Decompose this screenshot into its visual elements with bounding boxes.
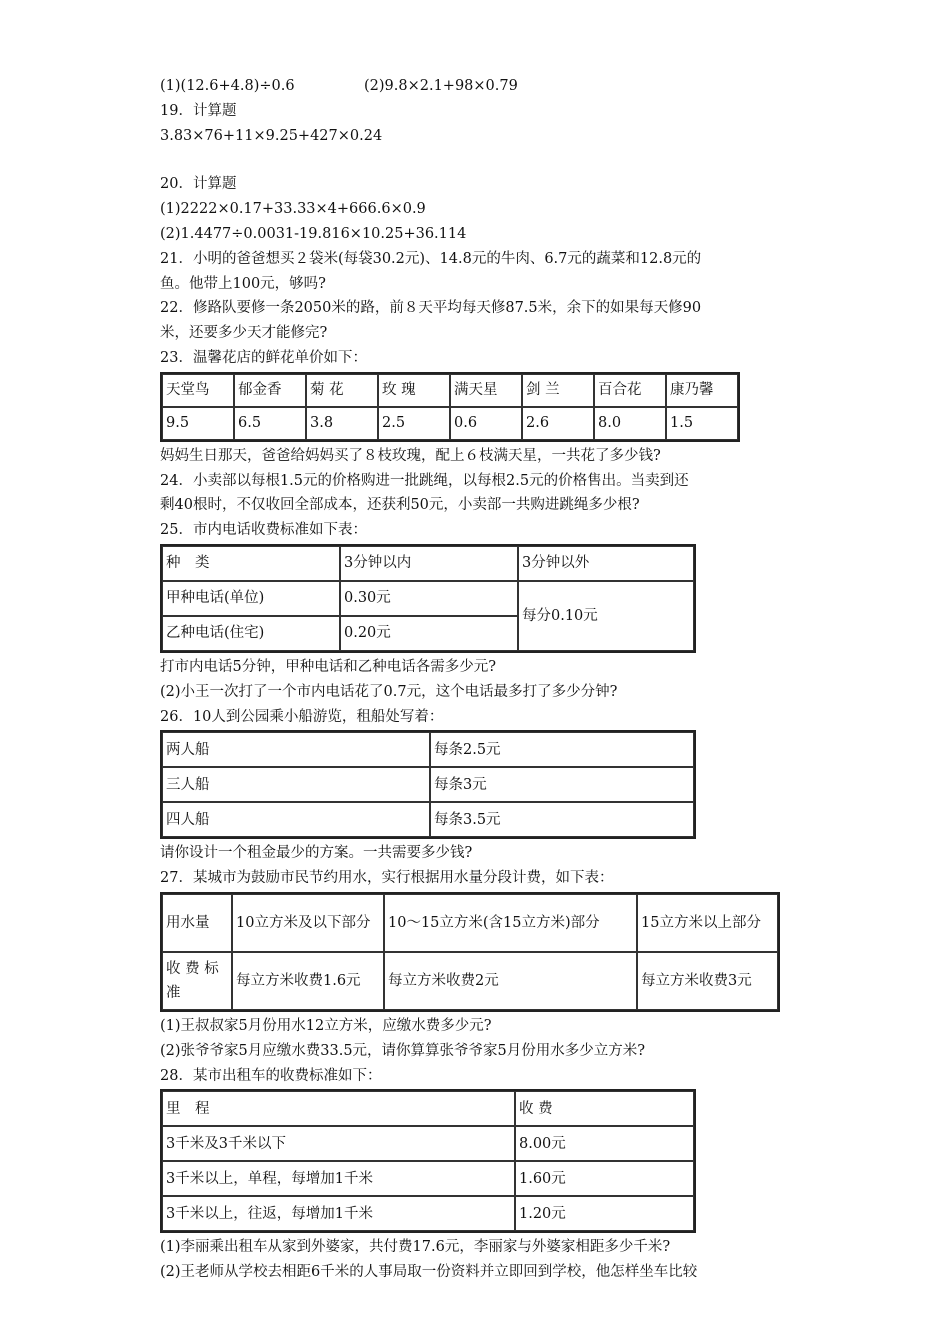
flower-name-cell: 菊 花	[306, 374, 378, 407]
taxi-distance: 3千米以上，往返，每增加1千米	[162, 1196, 515, 1231]
q25-question1: 打市内电话5分钟，甲种电话和乙种电话各需多少元?	[160, 658, 496, 675]
boat-row	[162, 732, 694, 767]
q26-title: 26．10人到公园乘小船游览，租船处写着：	[160, 708, 444, 725]
phone-fee-beyond: 每分0.10元	[518, 581, 694, 651]
phone-header-beyond: 3分钟以外	[518, 546, 694, 581]
boat-type: 两人船	[162, 732, 430, 767]
phone-header-type: 种 类	[162, 546, 340, 581]
taxi-fee: 1.20元	[515, 1196, 694, 1231]
taxi-distance: 3千米及3千米以下	[162, 1126, 515, 1161]
water-header-tier1: 10立方米及以下部分	[232, 894, 384, 952]
q27-question2: (2)张爷爷家5月应缴水费33.5元，请你算算张爷爷家5月份用水多少立方米?	[160, 1042, 646, 1059]
flower-price-cell: 3.8	[306, 407, 378, 440]
q23-title: 23．温馨花店的鲜花单价如下：	[160, 349, 367, 366]
boat-rental-table	[160, 730, 696, 839]
phone-header-within: 3分钟以内	[340, 546, 518, 581]
boat-row	[162, 767, 694, 802]
boat-price: 每条3元	[430, 767, 694, 802]
flower-price-table	[160, 372, 740, 442]
water-fee-label: 收 费 标准	[162, 952, 232, 1010]
taxi-header-row	[162, 1091, 694, 1126]
flower-name-cell: 百合花	[594, 374, 666, 407]
water-fee-tier1: 每立方米收费1.6元	[232, 952, 384, 1010]
boat-type: 三人船	[162, 767, 430, 802]
boat-row	[162, 802, 694, 837]
q18-parts	[160, 74, 800, 99]
taxi-row	[162, 1196, 694, 1231]
flower-price-cell: 9.5	[162, 407, 234, 440]
taxi-header-fee: 收 费	[515, 1091, 694, 1126]
taxi-row	[162, 1126, 694, 1161]
boat-type: 四人船	[162, 802, 430, 837]
q19-expression: 3.83×76+11×9.25+427×0.24	[160, 127, 383, 144]
water-header-tier3: 15立方米以上部分	[637, 894, 778, 952]
q27-title: 27．某城市为鼓励市民节约用水，实行根据用水量分段计费，如下表：	[160, 870, 614, 887]
water-header-row	[162, 894, 778, 952]
flower-name-cell: 满天星	[450, 374, 522, 407]
phone-type-a: 甲种电话(单位)	[162, 581, 340, 616]
q21-line2: 鱼。他带上100元，够吗?	[160, 275, 326, 292]
flower-name-cell: 剑 兰	[522, 374, 594, 407]
flower-price-cell: 8.0	[594, 407, 666, 440]
q22-line2: 米，还要多少天才能修完?	[160, 325, 328, 342]
flower-name-cell: 玫 瑰	[378, 374, 450, 407]
phone-header-row	[162, 546, 694, 581]
water-fee-tier2: 每立方米收费2元	[384, 952, 637, 1010]
flower-price-cell: 2.5	[378, 407, 450, 440]
water-fee-table	[160, 892, 780, 1012]
flower-name-row	[162, 374, 738, 407]
q26-question: 请你设计一个租金最少的方案。一共需要多少钱?	[160, 845, 473, 862]
taxi-fee: 8.00元	[515, 1126, 694, 1161]
q23-question: 妈妈生日那天，爸爸给妈妈买了８枝玫瑰，配上６枝满天星，一共花了多少钱?	[160, 447, 661, 464]
water-fee-row	[162, 952, 778, 1010]
taxi-header-distance: 里 程	[162, 1091, 515, 1126]
q24-line1: 24．小卖部以每根1.5元的价格购进一批跳绳，以每根2.5元的价格售出。当卖到还	[160, 472, 689, 489]
q27-question1: (1)王叔叔家5月份用水12立方米，应缴水费多少元?	[160, 1017, 492, 1034]
flower-price-cell: 2.6	[522, 407, 594, 440]
q19-title: 19．计算题	[160, 102, 237, 119]
q28-question2: (2)王老师从学校去相距6千米的人事局取一份资料并立即回到学校，他怎样坐车比较	[160, 1264, 698, 1281]
phone-fee-b: 0.20元	[340, 616, 518, 651]
q20-title: 20．计算题	[160, 176, 237, 193]
flower-name-cell: 天堂鸟	[162, 374, 234, 407]
flower-price-row	[162, 407, 738, 440]
water-header-usage: 用水量	[162, 894, 232, 952]
q25-title: 25．市内电话收费标准如下表：	[160, 522, 367, 539]
water-fee-tier3: 每立方米收费3元	[637, 952, 778, 1010]
worksheet-page	[160, 74, 800, 1285]
phone-fee-table	[160, 544, 696, 653]
flower-price-cell: 1.5	[666, 407, 738, 440]
phone-type-b: 乙种电话(住宅)	[162, 616, 340, 651]
flower-name-cell: 郁金香	[234, 374, 306, 407]
taxi-distance: 3千米以上，单程，每增加1千米	[162, 1161, 515, 1196]
flower-name-cell: 康乃馨	[666, 374, 738, 407]
q28-title: 28．某市出租车的收费标准如下：	[160, 1067, 382, 1084]
flower-price-cell: 6.5	[234, 407, 306, 440]
phone-fee-a: 0.30元	[340, 581, 518, 616]
q20-part2: (2)1.4477÷0.0031-19.816×10.25+36.114	[160, 225, 467, 242]
boat-price: 每条2.5元	[430, 732, 694, 767]
boat-price: 每条3.5元	[430, 802, 694, 837]
taxi-fee: 1.60元	[515, 1161, 694, 1196]
water-header-tier2: 10～15立方米(含15立方米)部分	[384, 894, 637, 952]
q18-part2: (2)9.8×2.1+98×0.79	[364, 78, 518, 94]
q18-part1: (1)(12.6+4.8)÷0.6	[160, 78, 295, 94]
taxi-fare-table	[160, 1089, 696, 1233]
flower-price-cell: 0.6	[450, 407, 522, 440]
q20-part1: (1)2222×0.17+33.33×4+666.6×0.9	[160, 201, 426, 218]
q21-line1: 21．小明的爸爸想买２袋米(每袋30.2元)、14.8元的牛肉、6.7元的蔬菜和12.8元的	[160, 250, 702, 267]
q24-line2: 剩40根时，不仅收回全部成本，还获利50元，小卖部一共购进跳绳多少根?	[160, 497, 640, 514]
q25-question2: (2)小王一次打了一个市内电话花了0.7元，这个电话最多打了多少分钟?	[160, 683, 618, 700]
phone-row-a	[162, 581, 694, 616]
taxi-row	[162, 1161, 694, 1196]
q28-question1: (1)李丽乘出租车从家到外婆家，共付费17.6元，李丽家与外婆家相距多少千米?	[160, 1239, 671, 1256]
q22-line1: 22．修路队要修一条2050米的路，前８天平均每天修87.5米，余下的如果每天修90	[160, 300, 702, 317]
